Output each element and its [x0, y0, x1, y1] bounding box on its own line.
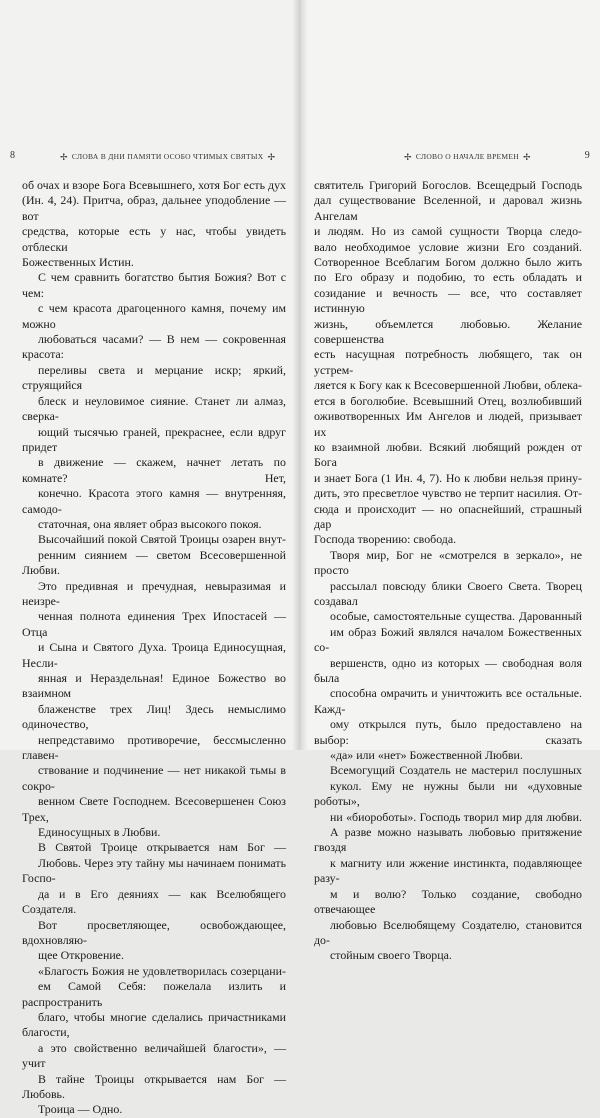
cross-ornament-icon: ✢ [404, 152, 412, 162]
text-line: конечно. Красота этого камня — внутренняя, самодо- [22, 486, 286, 516]
book-gutter [292, 0, 308, 750]
text-line: ченная полнота единения Трех Ипостасей — Отца [22, 609, 286, 639]
cross-ornament-icon: ✢ [523, 152, 531, 162]
text-line: венном Свете Господнем. Всесовершенен Союз Трех, [22, 794, 286, 824]
text-line: непредставимо противоречие, бессмысленно главен- [22, 732, 286, 763]
left-page-number: 8 [10, 150, 16, 161]
text-line: ому открылся путь, было предоставлено на выбор: сказать [314, 717, 582, 747]
text-line: особые, самостоятельные существа. Дарованный [330, 609, 582, 624]
text-line: В тайне Троицы открывается нам Бог — Любовь. [22, 1071, 286, 1101]
text-line: м и волю? Только создание, свободно отвечающее [314, 886, 582, 917]
text-line: «да» или «нет» Божественной Любви. [330, 748, 523, 763]
text-line: дить, это пресветлое чувство не терпит насилия. От- [314, 486, 582, 501]
text-line: «Благость Божия не удовлетворилась созерцани- [38, 963, 286, 978]
text-line: с чем красота драгоценного камня, почему им можно [22, 301, 286, 331]
text-line: Единосущных в Любви. [38, 825, 161, 840]
right-running-head-title [400, 152, 535, 163]
text-line: ляется к Богу как к Всесовершенной Любви, облека- [314, 378, 582, 393]
text-line: по Его образу и подобию, то есть обладать и [314, 270, 582, 285]
text-line: (Ин. 4, 24). Притча, образ, дальнее уподобление — вот [22, 193, 286, 223]
paragraph [314, 763, 582, 963]
text-line: Всемогущий Создатель не мастерил послушных [330, 763, 582, 778]
text-line: Сотворенное Всеблагим Богом должно было жить [314, 255, 582, 270]
text-line: и Сына и Святого Духа. Троица Единосущная, Несли- [22, 640, 286, 670]
text-line: благо, чтобы многие сделались причастниками благости, [22, 1009, 286, 1040]
text-line: кукол. Ему не нужны были ни «духовные роботы», [314, 778, 582, 809]
text-line: Господа творению: свобода. [314, 532, 457, 547]
paragraph [22, 1072, 286, 1118]
text-line: Вот просветляющее, освобождающее, вдохновляю- [22, 917, 286, 947]
paragraph [22, 270, 286, 532]
text-line: Божественных Истин. [22, 255, 134, 270]
text-line: А разве можно называть любовью притяжение гвоздя [314, 825, 582, 855]
text-line: в движение — скажем, начнет летать по комнате? Нет, [22, 455, 286, 485]
text-line: ко взаимной любви. Всякий любящий рожден от Бога [314, 439, 582, 470]
left-page [0, 0, 300, 1117]
text-line: ствование и подчинение — нет никакой тьмы в сокро- [22, 763, 286, 793]
text-line: Высочайший покой Святой Троицы озарен внут- [38, 532, 286, 547]
paragraph [22, 178, 286, 270]
paragraph [314, 178, 582, 548]
text-line: средства, которые есть у нас, чтобы увидеть отблески [22, 224, 286, 254]
right-page-number: 9 [584, 150, 590, 161]
left-page-text [22, 178, 286, 1118]
text-line: к магниту или жжение инстинкта, подавляющее разу- [314, 855, 582, 886]
text-line: ни «биороботы». Господь творил мир для любви. [330, 809, 582, 824]
text-line: дал существование Вселенной, и даровал жизнь Ангелам [314, 193, 582, 223]
text-line: любоваться часами? — В нем — сокровенная красота: [22, 332, 286, 362]
text-line: да и в Его деяниях — как Вселюбящего Создателя. [22, 886, 286, 917]
text-line: есть насущная потребность любящего, так он устрем- [314, 347, 582, 377]
text-line: блеск и неуловимое сияние. Станет ли алмаз, сверка- [22, 393, 286, 424]
text-line: Троица — Одно. [38, 1102, 123, 1117]
text-line: ется в боголюбие. Всевышний Отец, возлюбивший [314, 393, 582, 408]
text-line: Творя мир, Бог не «смотрелся в зеркало», не просто [314, 547, 582, 578]
text-line: об очах и взоре Бога Всевышнего, хотя Бог есть дух [22, 178, 286, 192]
text-line: С чем сравнить богатство бытия Божия? Вот с чем: [22, 270, 286, 300]
right-running-head [314, 150, 590, 164]
text-line: щее Откровение. [38, 948, 124, 963]
right-page [300, 0, 600, 963]
text-line: оживотворенных Им Ангелов и людей, призывает их [314, 409, 582, 439]
text-line: рассылал повсюду блики Своего Света. Творец создавал [314, 578, 582, 608]
text-line: а это свойственно величайшей благости», — учит [22, 1040, 286, 1071]
left-running-head [10, 150, 286, 164]
text-line: любовью Вселюбящему Создателю, становится до- [314, 917, 582, 947]
paragraph [22, 532, 286, 840]
text-line: В Святой Троице открывается нам Бог — [38, 840, 286, 855]
left-running-head-text: СЛОВА В ДНИ ПАМЯТИ ОСОБО ЧТИМЫХ СВЯТЫХ [71, 152, 264, 161]
paragraph [22, 964, 286, 1072]
cross-ornament-icon: ✢ [60, 152, 68, 162]
text-line: созидание и вечность — все, что составляет истинную [314, 285, 582, 316]
text-line: вало необходимое условие жизни Его созданий. [314, 239, 582, 254]
text-line: и знает Бога (1 Ин. 4, 7). Но к любви нельзя прину- [314, 470, 582, 485]
text-line: им образ Божий являлся началом Божественных со- [314, 624, 582, 655]
text-line: переливы света и мерцание искр; яркий, струящийся [22, 362, 286, 393]
text-line: жизнь, объемлется любовью. Желание совершенства [314, 316, 582, 347]
text-line: стойным своего Творца. [330, 948, 452, 963]
right-running-head-text: СЛОВО О НАЧАЛЕ ВРЕМЕН [415, 152, 519, 161]
left-running-head-title [56, 152, 279, 163]
paragraph [314, 548, 582, 764]
paragraph [22, 840, 286, 963]
text-line: ренним сиянием — светом Всесовершенной Любви. [22, 547, 286, 578]
text-line: блаженстве трех Лиц! Здесь немыслимо одиночество, [22, 701, 286, 732]
text-line: и людям. Но из самой сущности Творца следо- [314, 224, 582, 239]
text-line: Это предивная и пречудная, невыразимая и неизре- [22, 578, 286, 608]
text-line: сюда и происходит — но опаснейший, страшный дар [314, 501, 582, 531]
text-line: способна омрачить и уничтожить все остальные. Кажд- [314, 686, 582, 716]
text-line: Любовь. Через эту тайну мы начинаем понимать Госпо- [22, 855, 286, 886]
text-line: святитель Григорий Богослов. Всещедрый Господь [314, 178, 582, 192]
right-page-text [314, 178, 582, 964]
text-line: янная и Нераздельная! Единое Божество во взаимном [22, 671, 286, 701]
text-line: ющий тысячью граней, прекраснее, если вдруг придет [22, 424, 286, 454]
text-line: вершенств, одно из которых — свободная воля была [314, 655, 582, 685]
text-line: ем Самой Себя: пожелала излить и распространить [22, 979, 286, 1009]
text-line: статочная, она являет образ высокого покоя. [38, 516, 262, 531]
cross-ornament-icon: ✢ [267, 152, 276, 162]
